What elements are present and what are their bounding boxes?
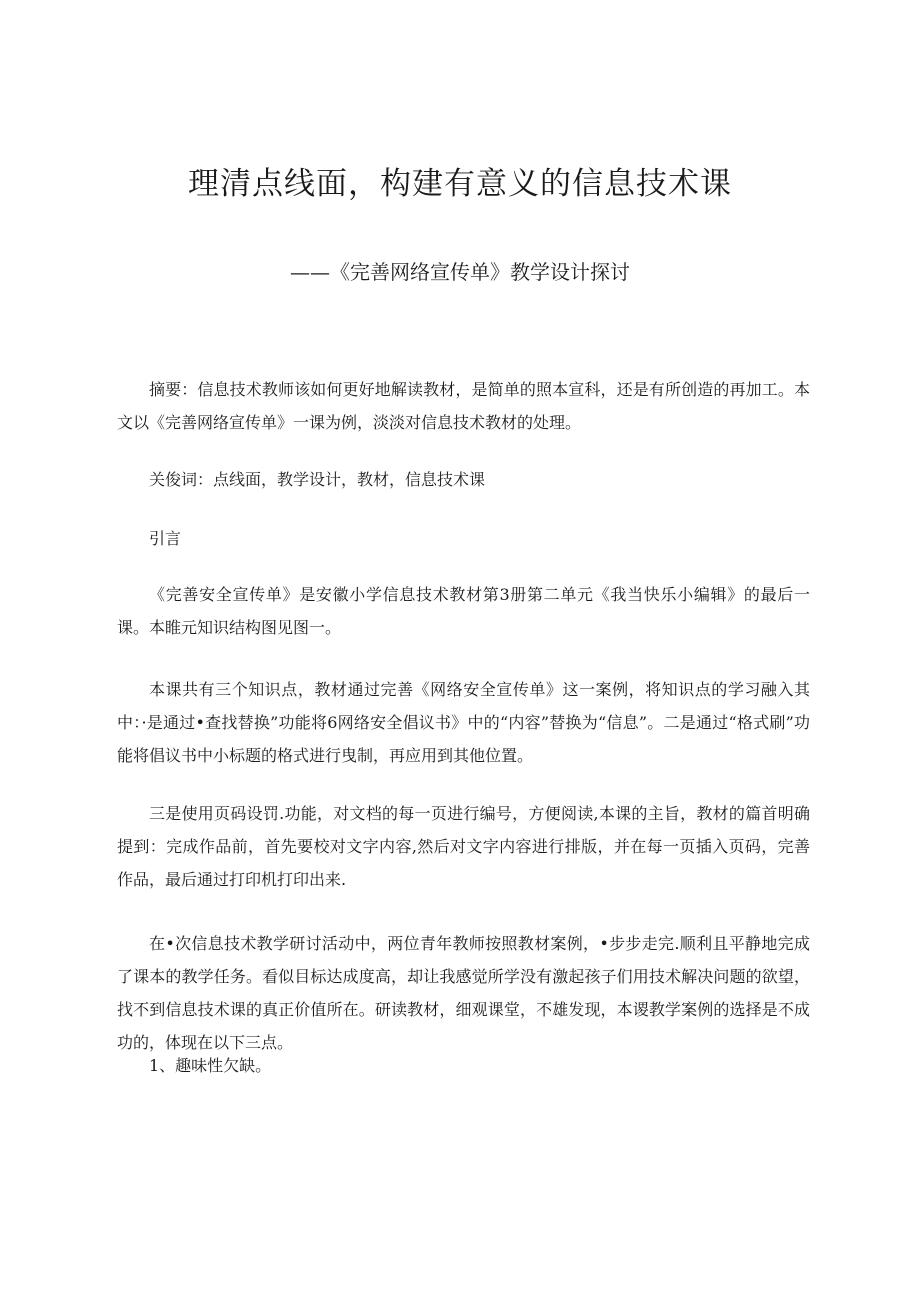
keywords-paragraph: 关俊词：点线面，教学设计，教材，信息技术课 — [149, 470, 486, 489]
document-title: 理清点线面，构建有意义的信息技术课 — [188, 166, 732, 202]
body-paragraph-1: 《完善安全宣传单》是安徽小学信息技术教材第3册第二单元《我当快乐小编辑》的最后一课。本睢元知识结构图见图一。 — [117, 585, 810, 637]
body-paragraph-3: 三是使用页码设罚.功能，对文档的每一页进行编号，方便阅读,本课的主旨，教材的篇首明确提到：完成作品前，首先要校对文字内容,然后对文字内容进行排版，并在每一页插入页码，完善作品，最后通过打印机打印出来. — [117, 804, 810, 889]
section-heading-1: 1、趣味性欠缺。 — [149, 1056, 272, 1075]
abstract-paragraph: 摘要：信息技术教师该如何更好地解读教材，是简单的照本宣科，还是有所创造的再加工。本文以《完善网络宣传单》一课为例，淡淡对信息技术教材的处理。 — [117, 380, 810, 432]
intro-heading: 引言 — [149, 529, 182, 548]
body-paragraph-2: 本课共有三个知识点，教材通过完善《网络安全宣传单》这一案例，将知识点的学习融入其中：·是通过•查找替换”功能将6网络安全倡议书》中的“内容”替换为“信息”。二是通过“格式刷”功能将倡议书中小标题的格式进行曳制，再应用到其他位置。 — [117, 680, 810, 765]
document-subtitle: ——《完善网络宣传单》教学设计探讨 — [290, 260, 630, 284]
body-paragraph-4: 在•次信息技术教学研讨活动中，两位青年教师按照教材案例，•步步走完.顺利且平静地完成了课本的教学任务。看似目标达成度高，却让我感觉所学没有激起孩子们用技术解决问题的欲望，找不到信息技术课的真正价值所在。研读教材，细观课堂，不雄发现，本谡教学案例的选择是不成功的，体现在以下三点。 — [117, 934, 810, 1052]
